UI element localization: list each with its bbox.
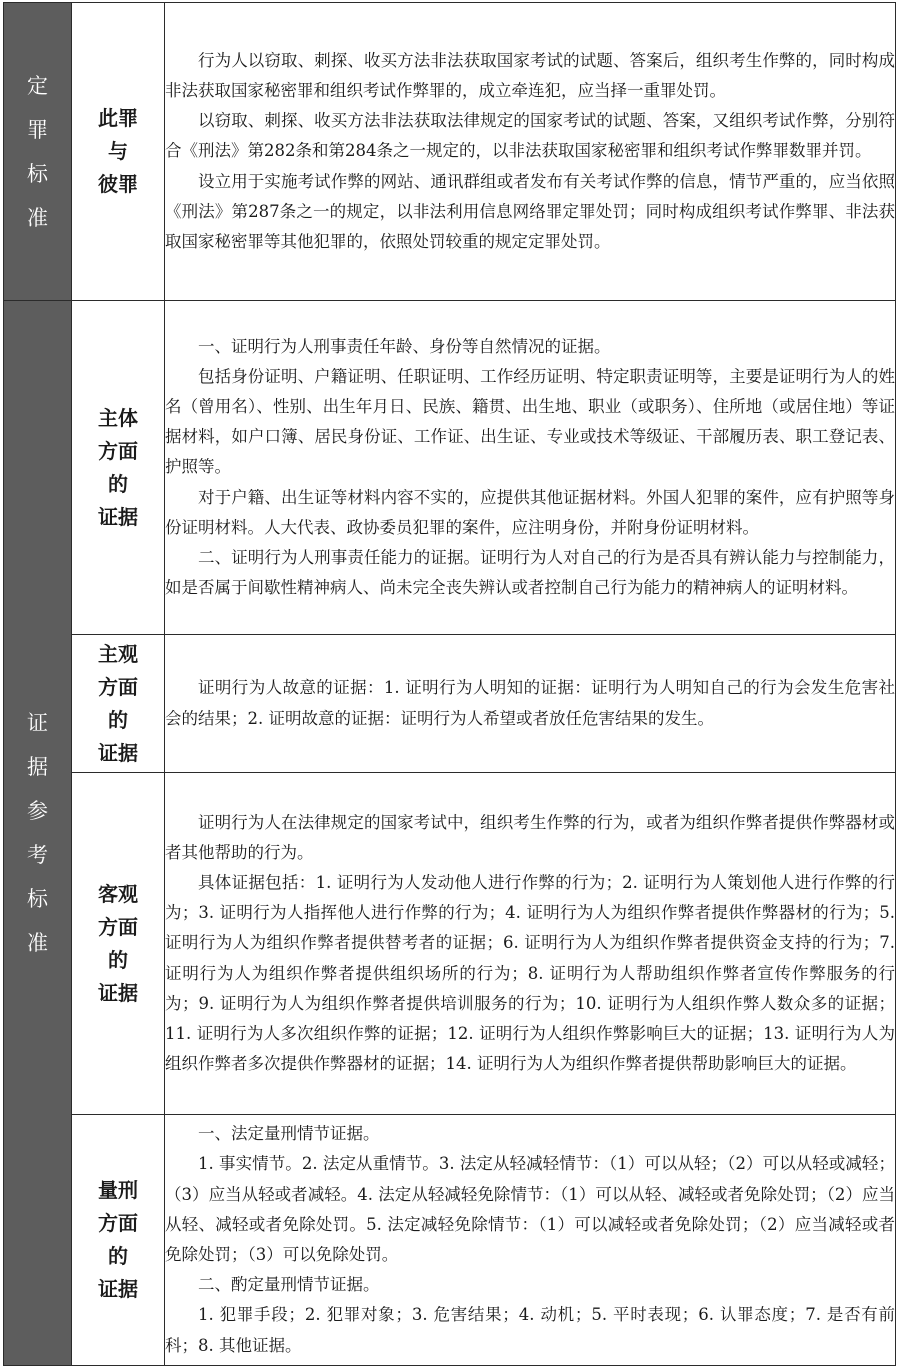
paragraph: 包括身份证明、户籍证明、任职证明、工作经历证明、特定职责证明等，主要是证明行为人的姓名（曾用名）、性别、出生年月日、民族、籍贯、出生地、职业（或职务）、住所地（或居住地）等证据材料，如户口簿、居民身份证、工作证、出生证、专业或技术等级证、干部履历表、职工登记表、护照等。 [165,366,895,477]
row-label-line: 客观 [98,881,138,906]
row-label-this-vs-other-crime [72,3,165,301]
row-label-line: 方面 [98,1211,138,1235]
table-row [4,773,896,1115]
row-label-line: 方面 [98,674,138,699]
row-label-line: 的 [108,1244,128,1268]
row-label-line: 的 [108,471,128,496]
paragraph: 二、证明行为人刑事责任能力的证据。证明行为人对自己的行为是否具有辨认能力与控制能力，如是否属于间歇性精神病人、尚未完全丧失辨认或者控制自己行为能力的精神病人的证明材料。 [165,548,895,598]
paragraph: 对于户籍、出生证等材料内容不实的，应提供其他证据材料。外国人犯罪的案件，应有护照等身份证明材料。人大代表、政协委员犯罪的案件，应注明身份，并附身份证明材料。 [165,487,895,537]
row-label-line: 主体 [98,405,138,430]
row-label-line: 主观 [98,641,138,666]
paragraph: 一、法定量刑情节证据。 [198,1124,380,1144]
row-label-line: 方面 [98,914,138,939]
category-char: 参 [27,799,48,823]
paragraph: 证明行为人在法律规定的国家考试中，组织考生作弊的行为，或者为组织作弊者提供作弊器材或者其他帮助的行为。 [165,812,895,862]
category-char: 准 [27,205,48,230]
paragraph: 设立用于实施考试作弊的网站、通讯群组或者发布有关考试作弊的信息，情节严重的，应当依照《刑法》第287条之一的规定，以非法利用信息网络罪定罪处罚；同时构成组织考试作弊罪、非法获取国家秘密罪等其他犯罪的，依照处罚较重的规定定罪处罚。 [165,171,895,251]
row-label-line: 量刑 [98,1178,138,1202]
row-content [165,773,896,1115]
paragraph: 证明行为人故意的证据：1. 证明行为人明知的证据：证明行为人明知自己的行为会发生危害社会的结果；2. 证明故意的证据：证明行为人希望或者放任危害结果的发生。 [165,678,895,728]
row-label-objective-evidence [72,773,165,1115]
row-label-line: 的 [108,947,128,972]
paragraph: 二、酌定量刑情节证据。 [198,1275,380,1295]
category-evidence-reference-standard [4,301,72,1366]
row-label-line: 证据 [98,504,138,529]
paragraph: 行为人以窃取、刺探、收买方法非法获取国家考试的试题、答案后，组织考生作弊的，同时构成非法获取国家秘密罪和组织考试作弊罪的，成立牵连犯，应当择一重罪处罚。 [165,50,895,100]
row-label-line: 与 [108,139,128,163]
row-content [165,3,896,301]
category-conviction-standard [4,3,72,301]
row-label-subject-evidence [72,301,165,635]
row-label-line: 证据 [98,1277,138,1301]
table-row [4,635,896,773]
row-label-line: 证据 [98,740,138,765]
category-char: 准 [27,931,48,955]
paragraph: 以窃取、刺探、收买方法非法获取法律规定的国家考试的试题、答案，又组织考试作弊，分别符合《刑法》第282条和第284条之一规定的，以非法获取国家秘密罪和组织考试作弊罪数罪并罚。 [165,111,895,161]
standards-table [3,2,896,1366]
category-char: 罪 [27,117,48,142]
row-content [165,635,896,773]
category-char: 据 [27,755,48,779]
category-char: 证 [27,711,48,735]
category-char: 标 [27,887,48,911]
row-label-line: 证据 [98,980,138,1005]
row-label-subjective-evidence [72,635,165,773]
category-char: 考 [27,843,48,867]
table-row [4,3,896,301]
paragraph: 具体证据包括：1. 证明行为人发动他人进行作弊的行为；2. 证明行为人策划他人进行作弊的行为；3. 证明行为人指挥他人进行作弊的行为；4. 证明行为人为组织作弊者提供作弊器材的行为；5. 证明行为人为组织作弊者提供替考者的证据；6. 证明行为人为组织作弊者提供资金支持的行为；7. 证明行为人为组织作弊者提供组织场所的行为；8. 证明行为人帮助组织作弊者宣传作弊服务的行为；9. 证明行为人为组织作弊者提供培训服务的行为；10. 证明行为人组织作弊人数众多的证据；11. 证明行为人多次组织作弊的证据；12. 证明行为人组织作弊影响巨大的证据；13. 证明行为人为组织作弊者多次提供作弊器材的证据；14. 证明行为人为组织作弊者提供帮助影响巨大的证据。 [165,872,895,1074]
row-content [165,1115,896,1366]
paragraph: 一、证明行为人刑事责任年龄、身份等自然情况的证据。 [198,336,611,356]
category-char: 定 [27,73,48,98]
row-label-line: 此罪 [98,106,138,130]
table-row [4,301,896,635]
row-label-line: 彼罪 [98,172,138,196]
row-content [165,301,896,635]
row-label-line: 的 [108,707,128,732]
row-label-line: 方面 [98,438,138,463]
table-row [4,1115,896,1366]
row-label-sentencing-evidence [72,1115,165,1366]
paragraph: 1. 犯罪手段；2. 犯罪对象；3. 危害结果；4. 动机；5. 平时表现；6. 认罪态度；7. 是否有前科；8. 其他证据。 [165,1305,895,1355]
paragraph: 1. 事实情节。2. 法定从重情节。3. 法定从轻减轻情节：（1）可以从轻；（2）可以从轻或减轻；（3）应当从轻或者减轻。4. 法定从轻减轻免除情节：（1）可以从轻、减轻或者免除处罚；（2）应当从轻、减轻或者免除处罚。5. 法定减轻免除情节：（1）可以减轻或者免除处罚；（2）应当减轻或者免除处罚；（3）可以免除处罚。 [165,1154,895,1264]
category-char: 标 [27,161,48,186]
